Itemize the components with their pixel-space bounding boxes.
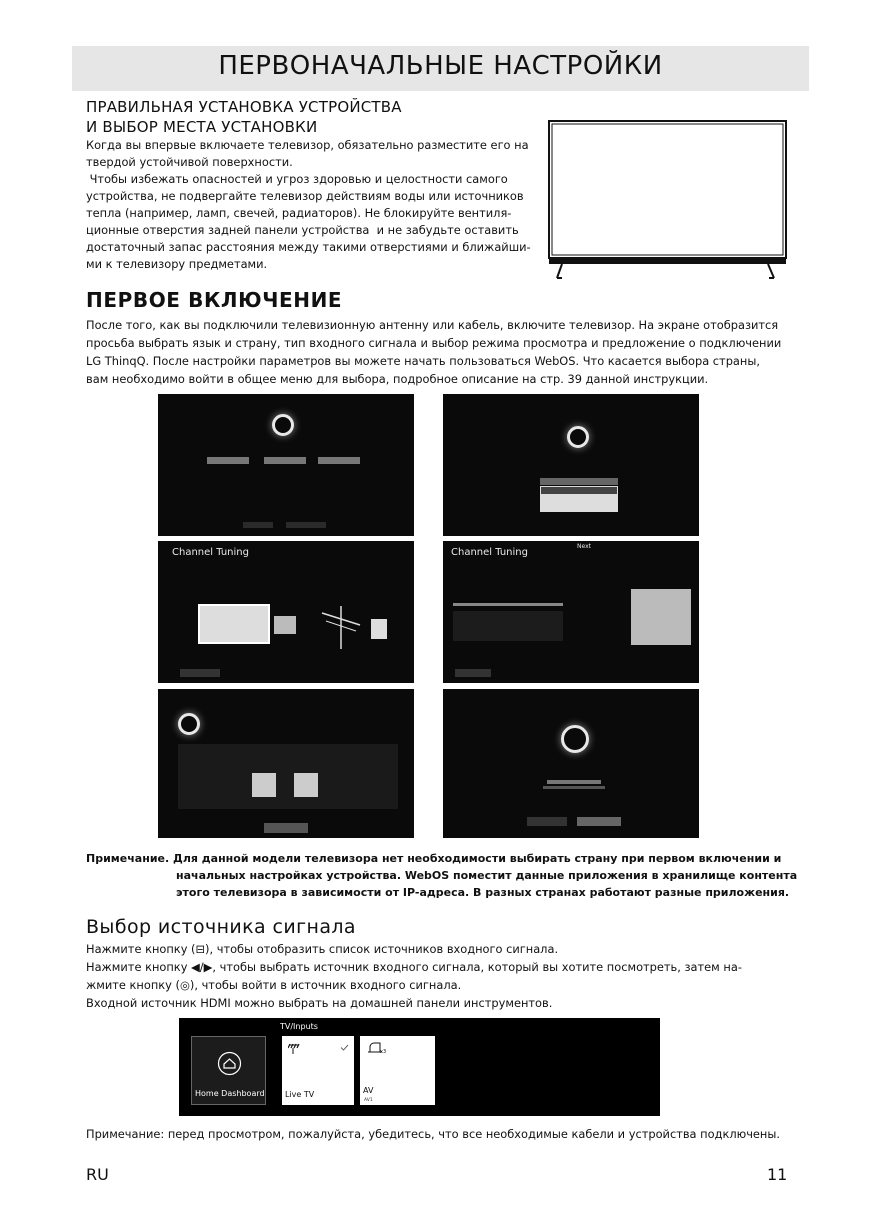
channel-tuning-title: Channel Tuning xyxy=(451,547,528,558)
body-line: ми к телевизору предметами. xyxy=(86,257,268,271)
timezone-dropdown xyxy=(318,457,360,464)
start-button-dim xyxy=(180,669,220,677)
screenshot-setup-complete xyxy=(443,689,699,838)
body-line: Нажмите кнопку ◀/▶, чтобы выбрать источник входного сигнала, который вы хотите посмотреть, затем на- xyxy=(86,960,742,974)
body-line: вам необходимо войти в общее меню для выбора, подробное описание на стр. 39 данной инструкции. xyxy=(86,372,709,386)
body-line: Когда вы впервые включаете телевизор, обязательно разместите его на xyxy=(86,138,529,152)
input-count-badge: x3 xyxy=(380,1049,387,1055)
source-selection-title: Выбор источника сигнала xyxy=(86,916,356,938)
body-line: LG ThinqQ. После настройки параметров вы можете начать пользоваться WebOS. Что касается выбора страны, xyxy=(86,354,760,368)
home-icon xyxy=(217,1051,242,1076)
page-number: 11 xyxy=(767,1165,788,1184)
webos-ring-icon xyxy=(178,713,200,735)
note-line: начальных настройках устройства. WebOS поместит данные приложения в хранилище контента xyxy=(176,869,798,882)
footer-language: RU xyxy=(86,1165,109,1184)
body-line: устройства, не подвергайте телевизор действиям воды или источников xyxy=(86,189,524,203)
installation-title-line: ПРАВИЛЬНАЯ УСТАНОВКА УСТРОЙСТВА xyxy=(86,98,402,116)
channel-tuning-title: Channel Tuning xyxy=(172,547,249,558)
source-selection-body xyxy=(86,940,806,1012)
body-line: достаточный запас расстояния между такими отверстиями и ближайши- xyxy=(86,240,531,254)
tile-live-tv[interactable] xyxy=(282,1036,354,1105)
note-text: Для данной модели телевизора нет необходимости выбирать страну при первом включении и xyxy=(173,852,782,865)
first-power-on-title: ПЕРВОЕ ВКЛЮЧЕНИЕ xyxy=(86,288,343,312)
progress-track xyxy=(453,603,563,606)
tile-label: Live TV xyxy=(285,1090,315,1099)
back-button-dim xyxy=(527,817,567,826)
first-power-on-body xyxy=(86,316,806,388)
webos-ring-icon xyxy=(567,426,589,448)
tile-av[interactable] xyxy=(360,1036,435,1105)
body-line: просьба выбрать язык и страну, тип входного сигнала и выбор режима просмотра и предложение о подключении xyxy=(86,336,782,350)
country-dropdown xyxy=(264,457,306,464)
check-icon xyxy=(340,1044,349,1051)
page-title: ПЕРВОНАЧАЛЬНЫЕ НАСТРОЙКИ xyxy=(218,51,663,81)
body-line: Входной источник HDMI можно выбрать на домашней панели инструментов. xyxy=(86,996,553,1010)
installation-title xyxy=(86,97,402,137)
webos-ring-icon xyxy=(272,414,294,436)
dropdown-head xyxy=(540,478,618,485)
antenna-graphic xyxy=(318,601,364,651)
installation-body xyxy=(86,137,546,273)
webos-ring-icon xyxy=(561,725,589,753)
ok-button-dim xyxy=(264,823,308,833)
body-line: ционные отверстия задней панели устройства и не забудьте оставить xyxy=(86,223,519,237)
done-button-dim xyxy=(455,669,491,677)
note-webos xyxy=(86,850,797,901)
wall-socket-graphic xyxy=(371,619,387,639)
next-button-dim xyxy=(243,522,273,528)
tile-label: Home Dashboard xyxy=(195,1089,265,1098)
note-cables: Примечание: перед просмотром, пожалуйста, убедитесь, что все необходимые кабели и устройства подключены. xyxy=(86,1127,780,1141)
note-label: Примечание. xyxy=(86,852,170,865)
complete-text xyxy=(543,786,605,789)
finish-button-dim xyxy=(577,817,621,826)
body-line: тепла (например, ламп, свечей, радиаторов). Не блокируйте вентиля- xyxy=(86,206,512,220)
screenshot-lg-thinq xyxy=(158,689,414,838)
screenshot-channel-tuning xyxy=(158,541,414,683)
body-line: жмите кнопку (◎), чтобы войти в источник входного сигнала. xyxy=(86,978,462,992)
note-line xyxy=(86,850,797,867)
tv-illustration xyxy=(548,120,787,284)
tile-label: AV xyxy=(363,1086,374,1095)
inputs-panel-label: TV/Inputs xyxy=(280,1022,318,1031)
body-line: твердой устойчивой поверхности. xyxy=(86,155,293,169)
dropdown-selected xyxy=(541,487,617,494)
channel-thumbnail xyxy=(631,589,691,645)
language-dropdown xyxy=(207,457,249,464)
body-line: Нажмите кнопку (⊟), чтобы отобразить список источников входного сигнала. xyxy=(86,942,559,956)
screenshot-mode-select xyxy=(443,394,699,536)
tv-inputs-panel xyxy=(179,1018,660,1116)
note-line: этого телевизора в зависимости от IP-адреса. В разных странах работают разные приложения. xyxy=(176,886,790,899)
installation-title-line: И ВЫБОР МЕСТА УСТАНОВКИ xyxy=(86,118,318,136)
channel-rows xyxy=(453,611,563,641)
tile-home-dashboard[interactable] xyxy=(191,1036,266,1105)
skip-button-dim xyxy=(286,522,326,528)
tile-sublabel: AV1 xyxy=(364,1098,373,1103)
complete-text xyxy=(547,780,601,784)
body-line: Чтобы избежать опасностей и угроз здоровью и целостности самого xyxy=(86,172,508,186)
qr-code-left xyxy=(252,773,276,797)
tv-device-graphic xyxy=(198,604,270,644)
settop-box-graphic xyxy=(274,616,296,634)
qr-code-right xyxy=(294,773,318,797)
screenshot-channel-list xyxy=(443,541,699,683)
header-bar xyxy=(72,46,809,91)
screenshot-language-setup xyxy=(158,394,414,536)
next-label: Next xyxy=(577,543,591,550)
body-line: После того, как вы подключили телевизионную антенну или кабель, включите телевизор. На экране отобразится xyxy=(86,318,779,332)
qr-info-panel xyxy=(178,744,398,809)
antenna-icon xyxy=(288,1042,302,1056)
